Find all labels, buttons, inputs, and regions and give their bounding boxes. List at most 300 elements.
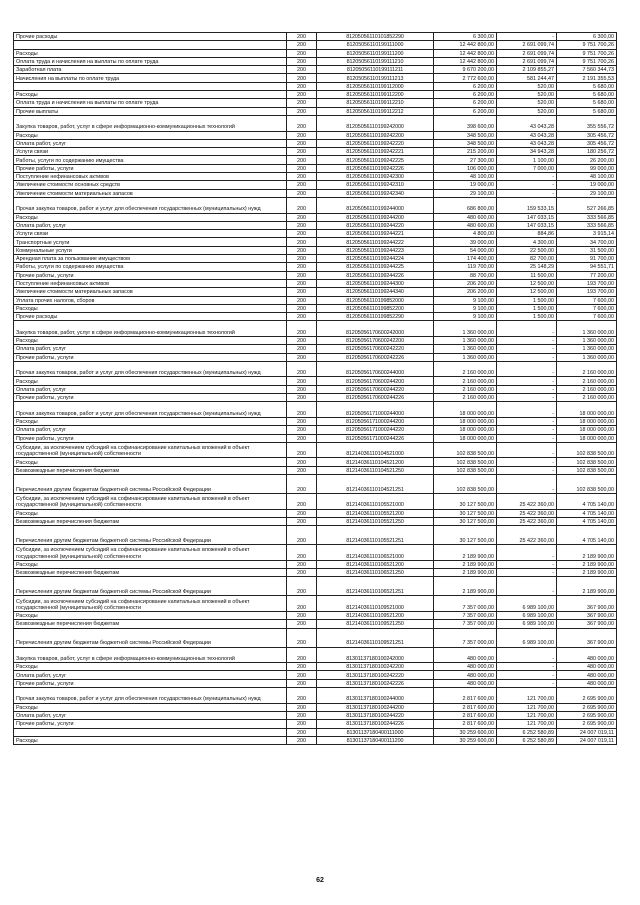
unexecuted-amount-cell: 18 000 000,00 <box>557 434 617 442</box>
budget-classification-code-cell: 81205056110199242310 <box>317 181 434 189</box>
budget-classification-code-cell: 81205056110199852290 <box>317 313 434 321</box>
unexecuted-amount-cell: 1 360 000,00 <box>557 321 617 337</box>
executed-amount-cell: - <box>497 458 557 466</box>
approved-amount-cell: 206 200,00 <box>434 288 497 296</box>
table-row <box>14 377 617 385</box>
row-name-cell: Перечисления другим бюджетам бюджетной системы Российской Федерации <box>14 526 287 545</box>
unexecuted-amount-cell: 193 700,00 <box>557 288 617 296</box>
unexecuted-amount-cell: 4 705 140,00 <box>557 494 617 510</box>
row-name-cell: Оплата работ, услуг <box>14 711 287 719</box>
row-name-cell <box>14 728 287 736</box>
row-code-cell: 200 <box>287 361 317 377</box>
budget-classification-code-cell: 81205056170600244220 <box>317 385 434 393</box>
row-code-cell: 200 <box>287 509 317 517</box>
executed-amount-cell: 1 500,00 <box>497 304 557 312</box>
row-code-cell: 200 <box>287 189 317 197</box>
executed-amount-cell: 147 033,15 <box>497 213 557 221</box>
approved-amount-cell: 480 000,00 <box>434 671 497 679</box>
table-row <box>14 663 617 671</box>
unexecuted-amount-cell: 333 566,85 <box>557 213 617 221</box>
executed-amount-cell: - <box>497 402 557 418</box>
budget-classification-code-cell: 81205056110199112200 <box>317 91 434 99</box>
executed-amount-cell: - <box>497 336 557 344</box>
approved-amount-cell: 2 189 900,00 <box>434 545 497 561</box>
executed-amount-cell: 2 109 855,27 <box>497 66 557 74</box>
approved-amount-cell: 7 357 000,00 <box>434 596 497 612</box>
executed-amount-cell: 34 943,28 <box>497 148 557 156</box>
budget-classification-code-cell: 81301137180100242220 <box>317 671 434 679</box>
approved-amount-cell: 9 100,00 <box>434 313 497 321</box>
table-row <box>14 57 617 65</box>
unexecuted-amount-cell: 102 838 500,00 <box>557 475 617 494</box>
budget-classification-code-cell: 81214036110109521000 <box>317 596 434 612</box>
table-row <box>14 164 617 172</box>
approved-amount-cell: 2 817 600,00 <box>434 711 497 719</box>
row-code-cell: 200 <box>287 577 317 596</box>
approved-amount-cell: 2 189 900,00 <box>434 577 497 596</box>
row-code-cell: 200 <box>287 560 317 568</box>
row-code-cell: 200 <box>287 313 317 321</box>
unexecuted-amount-cell: 26 200,00 <box>557 156 617 164</box>
row-code-cell: 200 <box>287 131 317 139</box>
row-code-cell: 200 <box>287 148 317 156</box>
executed-amount-cell: 43 043,28 <box>497 131 557 139</box>
approved-amount-cell: 480 600,00 <box>434 213 497 221</box>
unexecuted-amount-cell: 1 360 000,00 <box>557 353 617 361</box>
unexecuted-amount-cell: 480 000,00 <box>557 679 617 687</box>
budget-classification-code-cell: 81205056110199244223 <box>317 246 434 254</box>
row-code-cell: 200 <box>287 279 317 287</box>
unexecuted-amount-cell: 24 007 019,11 <box>557 736 617 744</box>
budget-classification-code-cell: 81205056110199112210 <box>317 99 434 107</box>
approved-amount-cell: 30 259 600,00 <box>434 728 497 736</box>
table-row <box>14 728 617 736</box>
executed-amount-cell: 22 500,00 <box>497 246 557 254</box>
row-name-cell: Перечисления другим бюджетам бюджетной системы Российской Федерации <box>14 577 287 596</box>
table-row <box>14 255 617 263</box>
unexecuted-amount-cell: 9 751 700,26 <box>557 49 617 57</box>
row-name-cell: Субсидии, за исключением субсидий на софинансирование капитальных вложений в объект государственной (муниципальной) собственности <box>14 596 287 612</box>
budget-classification-code-cell: 81205056170600242000 <box>317 321 434 337</box>
table-row <box>14 426 617 434</box>
table-row <box>14 181 617 189</box>
row-code-cell: 200 <box>287 164 317 172</box>
row-name-cell: Начисления на выплаты по оплате труда <box>14 74 287 82</box>
unexecuted-amount-cell: 2 695 900,00 <box>557 688 617 704</box>
budget-classification-code-cell: 81205056170600244200 <box>317 377 434 385</box>
approved-amount-cell: 6 200,00 <box>434 99 497 107</box>
table-row <box>14 417 617 425</box>
executed-amount-cell: 82 700,00 <box>497 255 557 263</box>
budget-classification-code-cell: 81205056171000244226 <box>317 434 434 442</box>
row-code-cell: 200 <box>287 688 317 704</box>
table-row <box>14 197 617 213</box>
unexecuted-amount-cell: 7 600,00 <box>557 304 617 312</box>
row-code-cell: 200 <box>287 66 317 74</box>
executed-amount-cell: 2 691 099,74 <box>497 41 557 49</box>
approved-amount-cell: 9 670 200,00 <box>434 66 497 74</box>
budget-classification-code-cell: 81205056110199242220 <box>317 139 434 147</box>
executed-amount-cell: 121 700,00 <box>497 703 557 711</box>
row-name-cell: Прочие работы, услуги <box>14 164 287 172</box>
unexecuted-amount-cell: 4 705 140,00 <box>557 526 617 545</box>
row-name-cell: Поступление нефинансовых активов <box>14 173 287 181</box>
unexecuted-amount-cell: 34 700,00 <box>557 238 617 246</box>
approved-amount-cell: 18 000 000,00 <box>434 402 497 418</box>
executed-amount-cell: 4 300,00 <box>497 238 557 246</box>
unexecuted-amount-cell: 2 189 900,00 <box>557 545 617 561</box>
approved-amount-cell: 2 189 900,00 <box>434 560 497 568</box>
approved-amount-cell: 12 442 800,00 <box>434 41 497 49</box>
table-row <box>14 509 617 517</box>
row-name-cell: Увеличение стоимости материальных запасов <box>14 288 287 296</box>
row-code-cell: 200 <box>287 57 317 65</box>
unexecuted-amount-cell: 9 751 700,26 <box>557 57 617 65</box>
row-name-cell: Прочие работы, услуги <box>14 394 287 402</box>
approved-amount-cell: 6 200,00 <box>434 107 497 115</box>
row-code-cell: 200 <box>287 545 317 561</box>
unexecuted-amount-cell: 367 900,00 <box>557 620 617 628</box>
table-row <box>14 271 617 279</box>
unexecuted-amount-cell: 305 456,72 <box>557 139 617 147</box>
executed-amount-cell: 12 500,00 <box>497 288 557 296</box>
unexecuted-amount-cell: 2 160 000,00 <box>557 394 617 402</box>
unexecuted-amount-cell: 5 680,00 <box>557 107 617 115</box>
budget-classification-code-cell: 81301137180100242000 <box>317 647 434 663</box>
unexecuted-amount-cell: 2 695 900,00 <box>557 711 617 719</box>
row-code-cell: 200 <box>287 647 317 663</box>
row-code-cell: 200 <box>287 49 317 57</box>
row-name-cell: Коммунальные услуги <box>14 246 287 254</box>
unexecuted-amount-cell: 19 000,00 <box>557 181 617 189</box>
row-code-cell: 200 <box>287 321 317 337</box>
executed-amount-cell: 520,00 <box>497 82 557 90</box>
row-code-cell: 200 <box>287 663 317 671</box>
table-row <box>14 720 617 728</box>
table-row <box>14 458 617 466</box>
executed-amount-cell: 6 989 100,00 <box>497 628 557 647</box>
executed-amount-cell: - <box>497 647 557 663</box>
row-name-cell: Расходы <box>14 131 287 139</box>
unexecuted-amount-cell: 367 900,00 <box>557 596 617 612</box>
executed-amount-cell: - <box>497 321 557 337</box>
budget-classification-code-cell: 81205056171000244220 <box>317 426 434 434</box>
approved-amount-cell: 2 160 000,00 <box>434 377 497 385</box>
row-name-cell: Закупка товаров, работ, услуг в сфере информационно-коммуникационных технологий <box>14 647 287 663</box>
executed-amount-cell: - <box>497 577 557 596</box>
approved-amount-cell: 1 360 000,00 <box>434 345 497 353</box>
executed-amount-cell: 25 422 360,00 <box>497 517 557 525</box>
executed-amount-cell: - <box>497 181 557 189</box>
table-row <box>14 647 617 663</box>
approved-amount-cell: 106 000,00 <box>434 164 497 172</box>
executed-amount-cell: 7 000,00 <box>497 164 557 172</box>
approved-amount-cell: 7 357 000,00 <box>434 628 497 647</box>
unexecuted-amount-cell: 480 000,00 <box>557 647 617 663</box>
executed-amount-cell: - <box>497 385 557 393</box>
unexecuted-amount-cell: 5 680,00 <box>557 82 617 90</box>
budget-classification-code-cell: 81214036110106521200 <box>317 560 434 568</box>
table-row <box>14 679 617 687</box>
row-code-cell: 200 <box>287 336 317 344</box>
budget-classification-code-cell: 81214036110109521251 <box>317 628 434 647</box>
executed-amount-cell: 6 989 100,00 <box>497 596 557 612</box>
unexecuted-amount-cell: 2 189 900,00 <box>557 569 617 577</box>
unexecuted-amount-cell: 1 360 000,00 <box>557 336 617 344</box>
row-code-cell: 200 <box>287 74 317 82</box>
row-code-cell: 200 <box>287 263 317 271</box>
executed-amount-cell: 6 252 580,89 <box>497 736 557 744</box>
row-code-cell: 200 <box>287 394 317 402</box>
budget-classification-code-cell: 81214036110104521250 <box>317 466 434 474</box>
row-name-cell: Оплата работ, услуг <box>14 139 287 147</box>
budget-classification-code-cell: 81214036110105521251 <box>317 526 434 545</box>
row-name-cell: Оплата работ, услуг <box>14 221 287 229</box>
approved-amount-cell: 2 817 600,00 <box>434 720 497 728</box>
executed-amount-cell: 520,00 <box>497 91 557 99</box>
budget-classification-code-cell: 81205056170600244226 <box>317 394 434 402</box>
unexecuted-amount-cell: 9 751 700,26 <box>557 41 617 49</box>
budget-classification-code-cell: 81205056110199242226 <box>317 164 434 172</box>
report-page <box>13 32 616 745</box>
row-name-cell: Безвозмездные перечисления бюджетам <box>14 620 287 628</box>
unexecuted-amount-cell: 7 600,00 <box>557 296 617 304</box>
row-code-cell: 200 <box>287 82 317 90</box>
row-code-cell: 200 <box>287 720 317 728</box>
unexecuted-amount-cell: 18 000 000,00 <box>557 417 617 425</box>
budget-classification-code-cell: 81301137180100244220 <box>317 711 434 719</box>
budget-classification-code-cell: 81214036110104521251 <box>317 475 434 494</box>
unexecuted-amount-cell: 180 256,72 <box>557 148 617 156</box>
unexecuted-amount-cell: 18 000 000,00 <box>557 402 617 418</box>
executed-amount-cell: 159 533,15 <box>497 197 557 213</box>
unexecuted-amount-cell: 102 838 500,00 <box>557 442 617 458</box>
table-row <box>14 671 617 679</box>
budget-classification-code-cell: 81205056170600244000 <box>317 361 434 377</box>
row-code-cell: 200 <box>287 569 317 577</box>
table-row <box>14 49 617 57</box>
unexecuted-amount-cell: 2 189 900,00 <box>557 577 617 596</box>
approved-amount-cell: 30 127 500,00 <box>434 509 497 517</box>
table-row <box>14 33 617 41</box>
unexecuted-amount-cell: 102 838 500,00 <box>557 466 617 474</box>
executed-amount-cell: - <box>497 679 557 687</box>
executed-amount-cell: 581 244,47 <box>497 74 557 82</box>
unexecuted-amount-cell: 2 189 900,00 <box>557 560 617 568</box>
row-name-cell: Перечисления другим бюджетам бюджетной системы Российской Федерации <box>14 628 287 647</box>
table-row <box>14 221 617 229</box>
approved-amount-cell: 348 500,00 <box>434 139 497 147</box>
approved-amount-cell: 119 700,00 <box>434 263 497 271</box>
row-name-cell: Оплата труда и начисления на выплаты по оплате труда <box>14 99 287 107</box>
unexecuted-amount-cell: 29 100,00 <box>557 189 617 197</box>
row-name-cell: Перечисления другим бюджетам бюджетной системы Российской Федерации <box>14 475 287 494</box>
executed-amount-cell: - <box>497 33 557 41</box>
executed-amount-cell: 2 691 099,74 <box>497 57 557 65</box>
unexecuted-amount-cell: 48 100,00 <box>557 173 617 181</box>
row-name-cell: Поступление нефинансовых активов <box>14 279 287 287</box>
table-row <box>14 545 617 561</box>
row-code-cell: 200 <box>287 612 317 620</box>
row-code-cell: 200 <box>287 466 317 474</box>
budget-classification-code-cell: 81301137180100244226 <box>317 720 434 728</box>
row-name-cell: Оплата работ, услуг <box>14 345 287 353</box>
table-row <box>14 345 617 353</box>
budget-classification-code-cell: 81205056110199242000 <box>317 115 434 131</box>
unexecuted-amount-cell: 480 000,00 <box>557 663 617 671</box>
unexecuted-amount-cell: 4 705 140,00 <box>557 517 617 525</box>
budget-classification-code-cell: 81205056171000244200 <box>317 417 434 425</box>
row-name-cell: Субсидии, за исключением субсидий на софинансирование капитальных вложений в объект государственной (муниципальной) собственности <box>14 442 287 458</box>
table-body <box>14 33 617 745</box>
executed-amount-cell: - <box>497 173 557 181</box>
table-row <box>14 156 617 164</box>
row-name-cell: Расходы <box>14 560 287 568</box>
budget-classification-code-cell: 81214036110105521250 <box>317 517 434 525</box>
row-name-cell: Уплата прочих налогов, сборов <box>14 296 287 304</box>
row-name-cell: Прочие работы, услуги <box>14 271 287 279</box>
row-code-cell: 200 <box>287 33 317 41</box>
row-code-cell: 200 <box>287 139 317 147</box>
row-name-cell: Безвозмездные перечисления бюджетам <box>14 569 287 577</box>
unexecuted-amount-cell: 4 705 140,00 <box>557 509 617 517</box>
approved-amount-cell: 1 360 000,00 <box>434 336 497 344</box>
budget-classification-code-cell: 81205056110199111211 <box>317 66 434 74</box>
row-code-cell: 200 <box>287 475 317 494</box>
approved-amount-cell: 348 500,00 <box>434 131 497 139</box>
row-name-cell: Субсидии, за исключением субсидий на софинансирование капитальных вложений в объект государственной (муниципальной) собственности <box>14 494 287 510</box>
unexecuted-amount-cell: 6 300,00 <box>557 33 617 41</box>
budget-classification-code-cell: 81205056110199244221 <box>317 230 434 238</box>
approved-amount-cell: 2 189 900,00 <box>434 569 497 577</box>
approved-amount-cell: 2 817 600,00 <box>434 703 497 711</box>
row-name-cell: Работы, услуги по содержанию имущества <box>14 156 287 164</box>
approved-amount-cell: 30 127 500,00 <box>434 494 497 510</box>
table-row <box>14 238 617 246</box>
approved-amount-cell: 1 360 000,00 <box>434 353 497 361</box>
budget-classification-code-cell: 81205056110199242340 <box>317 189 434 197</box>
budget-classification-code-cell: 81205056110199244300 <box>317 279 434 287</box>
row-code-cell: 200 <box>287 736 317 744</box>
budget-classification-code-cell: 81205056170600242200 <box>317 336 434 344</box>
budget-classification-code-cell: 81214036110105521200 <box>317 509 434 517</box>
row-name-cell: Расходы <box>14 377 287 385</box>
approved-amount-cell: 6 200,00 <box>434 91 497 99</box>
table-row <box>14 442 617 458</box>
row-code-cell: 200 <box>287 494 317 510</box>
approved-amount-cell: 88 700,00 <box>434 271 497 279</box>
approved-amount-cell: 480 600,00 <box>434 221 497 229</box>
row-code-cell: 200 <box>287 728 317 736</box>
approved-amount-cell: 480 000,00 <box>434 663 497 671</box>
table-row <box>14 434 617 442</box>
unexecuted-amount-cell: 18 000 000,00 <box>557 426 617 434</box>
executed-amount-cell: - <box>497 426 557 434</box>
row-code-cell: 200 <box>287 91 317 99</box>
executed-amount-cell: - <box>497 671 557 679</box>
unexecuted-amount-cell: 2 191 355,53 <box>557 74 617 82</box>
unexecuted-amount-cell: 305 456,72 <box>557 131 617 139</box>
budget-classification-code-cell: 81214036110106521250 <box>317 569 434 577</box>
row-name-cell: Прочая закупка товаров, работ и услуг для обеспечения государственных (муниципальных) нужд <box>14 361 287 377</box>
unexecuted-amount-cell: 2 160 000,00 <box>557 377 617 385</box>
unexecuted-amount-cell: 333 566,85 <box>557 221 617 229</box>
budget-classification-code-cell: 81301137180400111200 <box>317 736 434 744</box>
row-code-cell: 200 <box>287 434 317 442</box>
approved-amount-cell: 102 838 500,00 <box>434 466 497 474</box>
row-name-cell: Прочие работы, услуги <box>14 353 287 361</box>
unexecuted-amount-cell: 2 160 000,00 <box>557 385 617 393</box>
table-row <box>14 296 617 304</box>
table-row <box>14 612 617 620</box>
budget-classification-code-cell: 81205056110199852000 <box>317 296 434 304</box>
table-row <box>14 526 617 545</box>
approved-amount-cell: 6 300,00 <box>434 33 497 41</box>
row-name-cell <box>14 82 287 90</box>
executed-amount-cell: 6 252 580,89 <box>497 728 557 736</box>
budget-classification-code-cell: 81205056110199244220 <box>317 221 434 229</box>
table-row <box>14 131 617 139</box>
table-row <box>14 394 617 402</box>
unexecuted-amount-cell: 480 000,00 <box>557 671 617 679</box>
executed-amount-cell: 121 700,00 <box>497 688 557 704</box>
approved-amount-cell: 12 442 800,00 <box>434 49 497 57</box>
table-row <box>14 139 617 147</box>
row-name-cell: Заработная плата <box>14 66 287 74</box>
unexecuted-amount-cell: 91 700,00 <box>557 255 617 263</box>
approved-amount-cell: 2 817 600,00 <box>434 688 497 704</box>
table-row <box>14 173 617 181</box>
row-code-cell: 200 <box>287 99 317 107</box>
row-name-cell: Работы, услуги по содержанию имущества <box>14 263 287 271</box>
table-row <box>14 115 617 131</box>
executed-amount-cell: 884,86 <box>497 230 557 238</box>
row-code-cell: 200 <box>287 442 317 458</box>
approved-amount-cell: 29 100,00 <box>434 189 497 197</box>
budget-execution-table <box>13 32 617 745</box>
table-row <box>14 361 617 377</box>
executed-amount-cell: 25 422 360,00 <box>497 494 557 510</box>
row-code-cell: 200 <box>287 402 317 418</box>
approved-amount-cell: 54 000,00 <box>434 246 497 254</box>
row-code-cell: 200 <box>287 197 317 213</box>
executed-amount-cell: 12 500,00 <box>497 279 557 287</box>
unexecuted-amount-cell: 24 007 019,11 <box>557 728 617 736</box>
row-name-cell: Прочая закупка товаров, работ и услуг для обеспечения государственных (муниципальных) нужд <box>14 402 287 418</box>
unexecuted-amount-cell: 193 700,00 <box>557 279 617 287</box>
row-name-cell: Расходы <box>14 49 287 57</box>
budget-classification-code-cell: 81205056110199111200 <box>317 49 434 57</box>
row-name-cell: Увеличение стоимости основных средств <box>14 181 287 189</box>
row-name-cell: Услуги связи <box>14 230 287 238</box>
budget-classification-code-cell: 81205056110199112000 <box>317 82 434 90</box>
executed-amount-cell: 520,00 <box>497 99 557 107</box>
unexecuted-amount-cell: 3 915,14 <box>557 230 617 238</box>
executed-amount-cell: - <box>497 434 557 442</box>
executed-amount-cell: - <box>497 442 557 458</box>
row-code-cell: 200 <box>287 288 317 296</box>
budget-classification-code-cell: 81205056110199111000 <box>317 41 434 49</box>
table-row <box>14 628 617 647</box>
table-row <box>14 213 617 221</box>
approved-amount-cell: 2 160 000,00 <box>434 385 497 393</box>
approved-amount-cell: 206 200,00 <box>434 279 497 287</box>
approved-amount-cell: 4 800,00 <box>434 230 497 238</box>
row-code-cell: 200 <box>287 41 317 49</box>
unexecuted-amount-cell: 31 500,00 <box>557 246 617 254</box>
unexecuted-amount-cell: 5 680,00 <box>557 99 617 107</box>
budget-classification-code-cell: 81301137180100242226 <box>317 679 434 687</box>
